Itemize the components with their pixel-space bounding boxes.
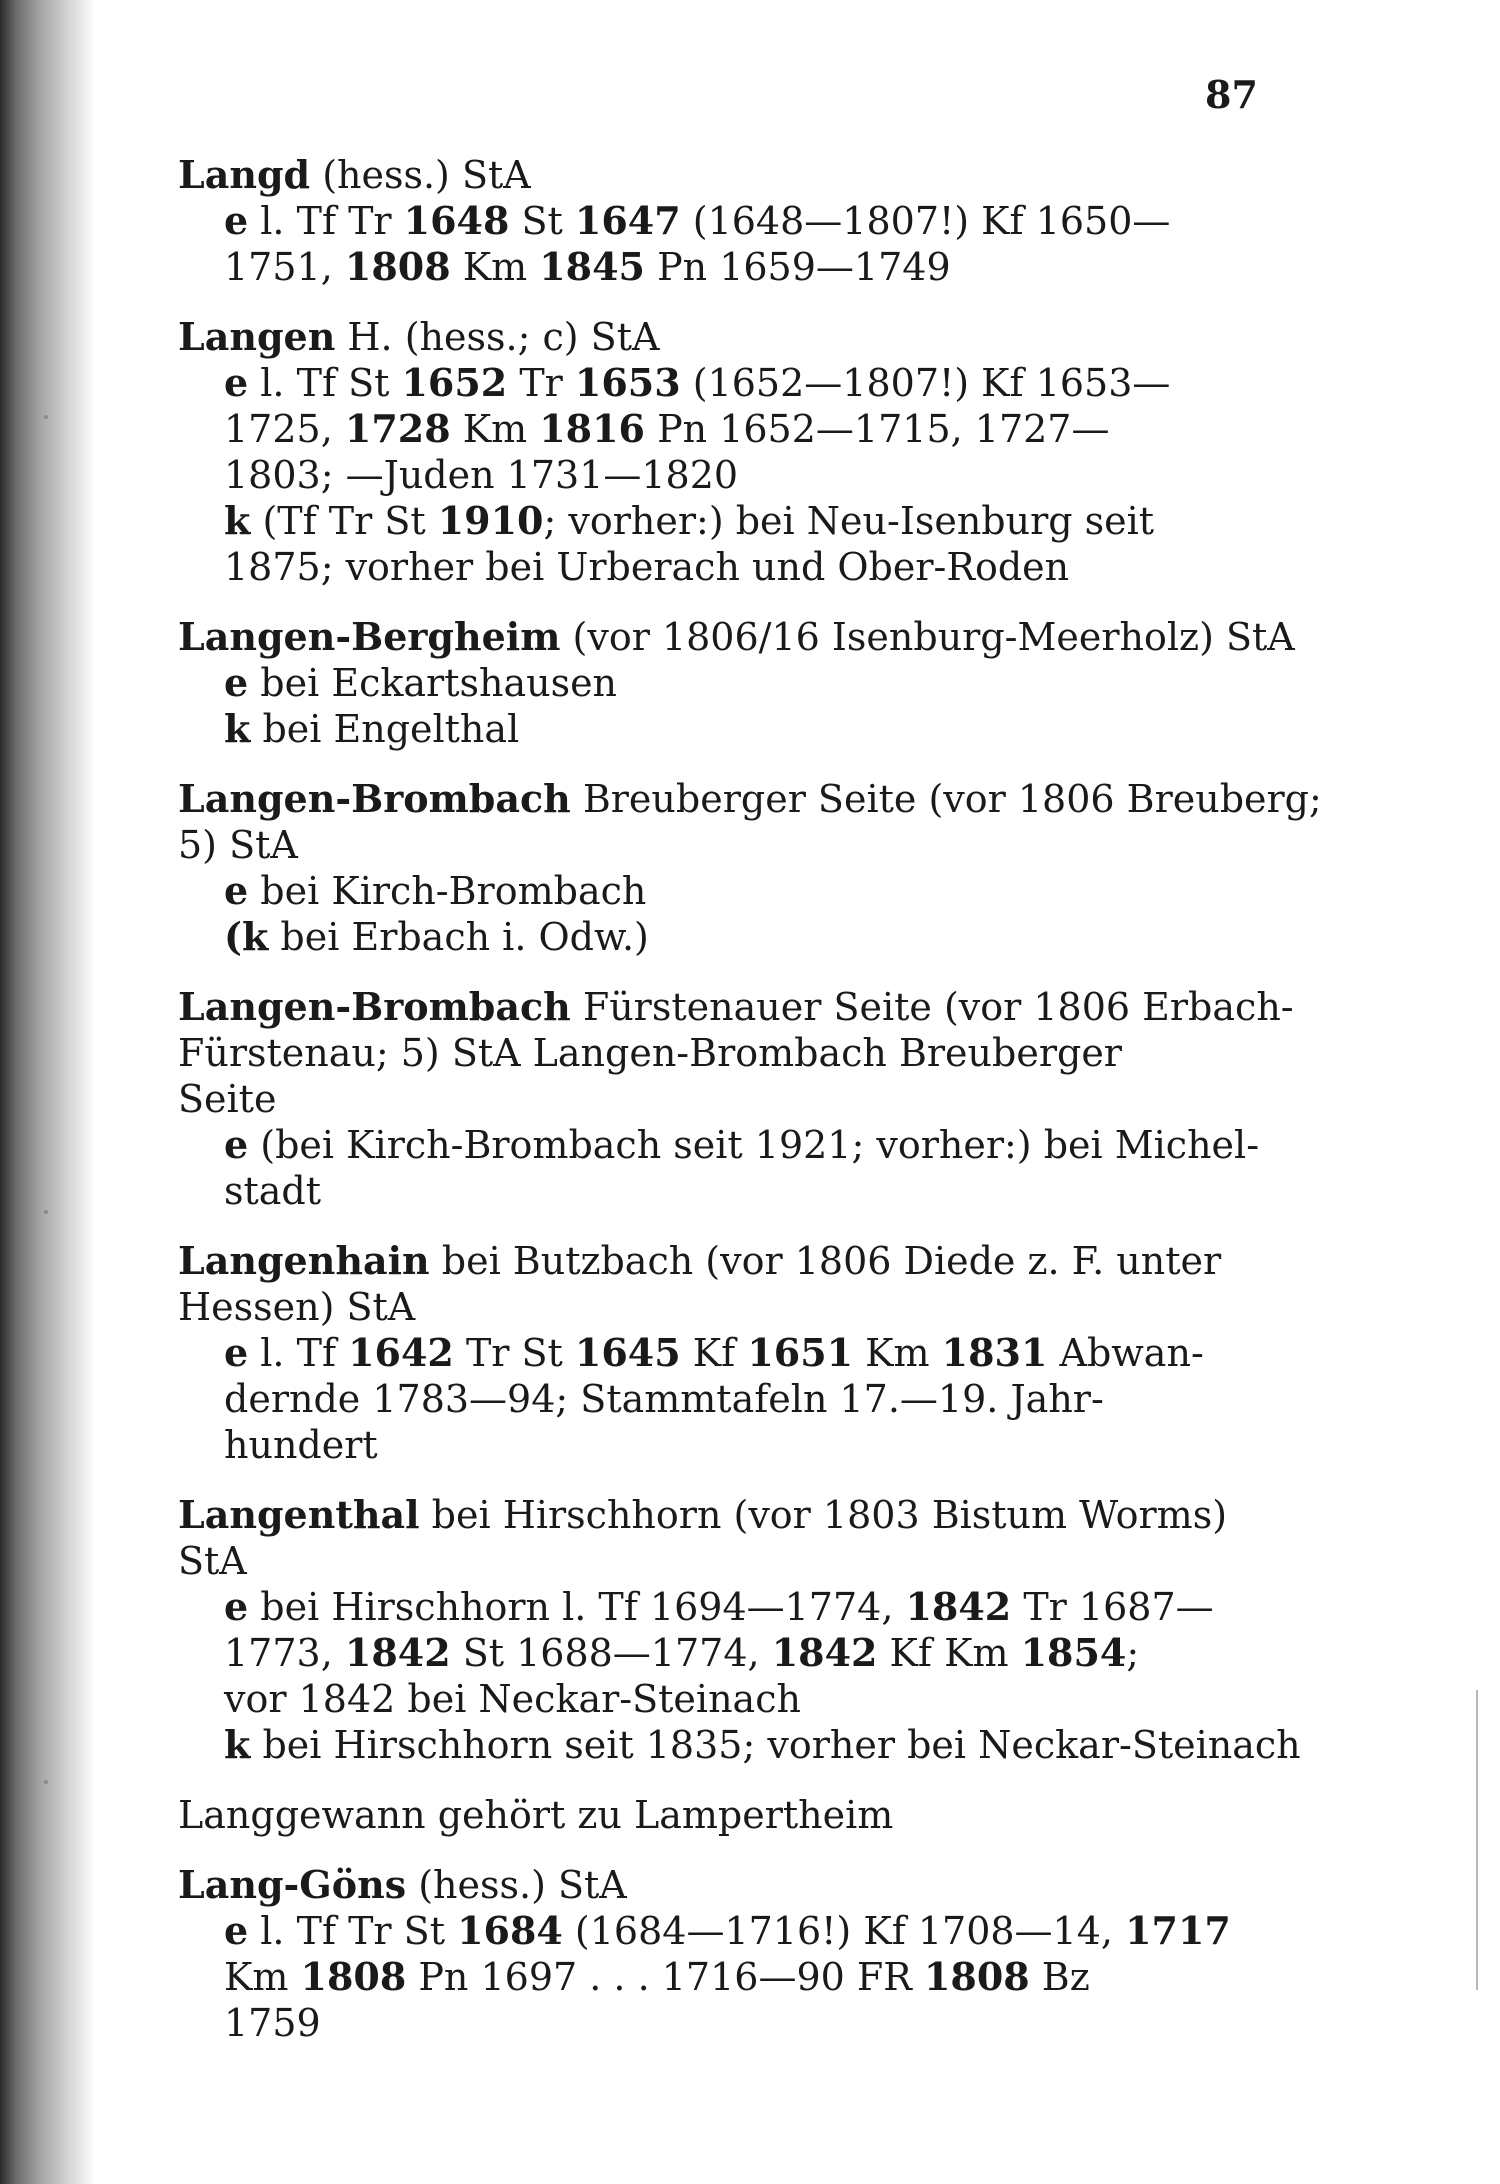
record-line	[178, 1908, 1258, 2046]
entry-headline	[178, 152, 1258, 198]
record-text: Kf Km	[877, 1631, 1021, 1675]
entry-headline-continuation: Fürstenau; 5) StA Langen-Brombach Breuberger	[178, 1031, 1122, 1075]
record-text: stadt	[224, 1169, 322, 1213]
record-text: 1759	[224, 2001, 321, 2045]
record-year-bold: 1808	[923, 1954, 1030, 1999]
record-type-marker: k	[224, 498, 251, 543]
record-type-marker: e	[224, 1584, 249, 1629]
record-text-line	[262, 1723, 1300, 1767]
record-year-bold: 1653	[574, 360, 681, 405]
record-year-bold: 1642	[348, 1330, 454, 1375]
record-type-marker: e	[224, 868, 249, 913]
record-type-marker: e	[224, 1330, 249, 1375]
record-text-line	[260, 1585, 1213, 1629]
record-text: 1803; —Juden 1731—1820	[224, 453, 739, 497]
record-year-bold: 1842	[771, 1630, 878, 1675]
gazetteer-entry	[178, 314, 1258, 590]
record-line	[178, 706, 1258, 752]
record-text: vor 1842 bei Neckar-Steinach	[224, 1677, 801, 1721]
record-year-bold: 1684	[457, 1908, 563, 1953]
record-type-marker: e	[224, 660, 249, 705]
record-line	[178, 914, 1258, 960]
record-text-line	[260, 1909, 1231, 1953]
record-text: Abwan-	[1047, 1331, 1204, 1375]
record-line	[178, 1122, 1258, 1214]
gazetteer-entry	[178, 152, 1258, 290]
record-year-bold: 1845	[539, 244, 645, 289]
record-text: Tr 1687—	[1011, 1585, 1214, 1629]
record-text-line	[224, 452, 1258, 498]
record-text: Tr St	[453, 1331, 575, 1375]
record-text: 1751,	[224, 245, 345, 289]
scan-speck	[44, 1210, 48, 1214]
record-line	[178, 360, 1258, 498]
record-text: 1725,	[224, 407, 345, 451]
record-line	[178, 868, 1258, 914]
entry-jurisdiction: (vor 1806/16 Isenburg-Meerholz) StA	[560, 615, 1295, 659]
entry-place-name: Langen-Brombach	[178, 776, 571, 821]
entry-jurisdiction: H. (hess.; c) StA	[335, 315, 660, 359]
record-text: bei Hirschhorn l. Tf 1694—1774,	[260, 1585, 906, 1629]
entry-place-name: Langenthal	[178, 1492, 420, 1537]
record-text: 1773,	[224, 1631, 345, 1675]
entry-place-name: Langen	[178, 314, 336, 359]
record-text: l. Tf Tr	[260, 199, 404, 243]
entry-headline	[178, 314, 1258, 360]
scan-speck	[44, 1780, 48, 1784]
entry-headline	[178, 1492, 1258, 1584]
record-line	[178, 660, 1258, 706]
record-text-line	[224, 1630, 1258, 1676]
record-year-bold: 1831	[941, 1330, 1048, 1375]
entry-headline	[178, 614, 1295, 660]
record-text: l. Tf St	[260, 361, 402, 405]
record-line	[178, 498, 1258, 590]
record-year-bold: 1910	[437, 498, 544, 543]
record-type-marker: (k	[224, 914, 269, 959]
record-text: bei Engelthal	[262, 707, 520, 751]
record-text: (1684—1716!) Kf 1708—14,	[562, 1909, 1126, 1953]
entry-place-name: Langen-Bergheim	[178, 614, 561, 659]
record-year-bold: 1652	[401, 360, 508, 405]
record-type-marker: k	[224, 1722, 251, 1767]
record-text: Pn 1697 . . . 1716—90 FR	[406, 1955, 924, 1999]
record-year-bold: 1842	[344, 1630, 451, 1675]
entry-place-name: Langenhain	[178, 1238, 430, 1283]
record-text-line	[260, 869, 646, 913]
page-number: 87	[1205, 72, 1258, 117]
record-text: bei Erbach i. Odw.)	[280, 915, 649, 959]
record-year-bold: 1645	[574, 1330, 681, 1375]
gazetteer-entry	[178, 776, 1322, 960]
record-text-line	[224, 2000, 1258, 2046]
entry-headline	[178, 776, 1322, 868]
binding-shadow	[0, 0, 95, 2184]
record-text-line	[224, 244, 1258, 290]
record-text: Tr	[507, 361, 575, 405]
record-type-marker: e	[224, 198, 249, 243]
record-text-line	[262, 499, 1154, 543]
record-type-marker: e	[224, 360, 249, 405]
record-text-line	[224, 544, 1258, 590]
record-text: Pn 1652—1715, 1727—	[645, 407, 1110, 451]
record-line	[178, 1584, 1258, 1722]
record-year-bold: 1808	[344, 244, 451, 289]
scan-speck	[44, 415, 48, 419]
entry-headline-continuation: Seite	[178, 1077, 277, 1121]
record-year-bold: 1651	[747, 1330, 854, 1375]
record-type-marker: e	[224, 1122, 249, 1167]
record-text: hundert	[224, 1423, 378, 1467]
record-year-bold: 1728	[344, 406, 451, 451]
gazetteer-entry	[178, 1238, 1258, 1468]
record-text: Km	[450, 245, 540, 289]
record-year-bold: 1647	[574, 198, 681, 243]
record-year-bold: 1816	[539, 406, 645, 451]
gazetteer-entry	[178, 984, 1294, 1214]
record-text: ;	[1126, 1631, 1140, 1675]
record-text-line	[224, 1422, 1258, 1468]
record-text-line	[260, 199, 1170, 243]
cross-reference-line: Langgewann gehört zu Lampertheim	[178, 1793, 894, 1837]
record-text: Km	[224, 1955, 301, 1999]
record-text-line	[224, 1168, 1258, 1214]
record-text-line	[260, 661, 617, 705]
record-text-line	[260, 1331, 1204, 1375]
gazetteer-entries	[178, 152, 1322, 2070]
record-text: dernde 1783—94; Stammtafeln 17.—19. Jahr-	[224, 1377, 1104, 1421]
entry-headline	[178, 984, 1294, 1122]
record-text: St 1688—1774,	[450, 1631, 772, 1675]
record-text: Pn 1659—1749	[645, 245, 951, 289]
entry-headline-continuation: 5) StA	[178, 823, 298, 867]
record-text: (1652—1807!) Kf 1653—	[680, 361, 1171, 405]
record-text: 1875; vorher bei Urberach und Ober-Roden	[224, 545, 1070, 589]
record-year-bold: 1854	[1020, 1630, 1127, 1675]
entry-place-name: Lang-Göns	[178, 1862, 407, 1907]
record-text: bei Kirch-Brombach	[260, 869, 647, 913]
record-type-marker: e	[224, 1908, 249, 1953]
record-year-bold: 1648	[403, 198, 510, 243]
entry-jurisdiction: bei Hirschhorn (vor 1803 Bistum Worms)	[419, 1493, 1228, 1537]
record-text-line	[224, 1676, 1258, 1722]
record-text: bei Eckartshausen	[260, 661, 618, 705]
record-text-line	[280, 915, 648, 959]
record-year-bold: 1717	[1125, 1908, 1231, 1953]
record-line	[178, 198, 1258, 290]
entry-place-name: Langd	[178, 152, 311, 197]
record-text: Kf	[680, 1331, 748, 1375]
entry-jurisdiction: bei Butzbach (vor 1806 Diede z. F. unter	[429, 1239, 1222, 1283]
record-year-bold: 1842	[905, 1584, 1012, 1629]
record-text: (1648—1807!) Kf 1650—	[680, 199, 1171, 243]
gazetteer-entry	[178, 1492, 1301, 1768]
record-text: bei Hirschhorn seit 1835; vorher bei Neckar-Steinach	[262, 1723, 1301, 1767]
record-text-line	[260, 361, 1170, 405]
record-line	[178, 1722, 1301, 1768]
record-text-line	[224, 1376, 1258, 1422]
entry-jurisdiction: (hess.) StA	[310, 153, 531, 197]
page-edge-line	[1476, 1690, 1478, 1990]
record-text: l. Tf	[260, 1331, 349, 1375]
record-text: ; vorher:) bei Neu-Isenburg seit	[543, 499, 1155, 543]
record-line	[178, 1330, 1258, 1468]
record-text-line	[224, 406, 1258, 452]
record-type-marker: k	[224, 706, 251, 751]
record-text: Bz	[1029, 1955, 1090, 1999]
record-text: St	[509, 199, 575, 243]
entry-headline-continuation: Hessen) StA	[178, 1285, 416, 1329]
entry-headline-continuation: StA	[178, 1539, 247, 1583]
record-text: Km	[450, 407, 540, 451]
entry-headline	[178, 1238, 1258, 1330]
record-text-line	[262, 707, 519, 751]
entry-headline	[178, 1862, 1258, 1908]
entry-jurisdiction: (hess.) StA	[406, 1863, 627, 1907]
record-text: (bei Kirch-Brombach seit 1921; vorher:) bei Michel-	[260, 1123, 1260, 1167]
record-text-line	[224, 1954, 1258, 2000]
entry-jurisdiction: Fürstenauer Seite (vor 1806 Erbach-	[570, 985, 1294, 1029]
record-year-bold: 1808	[300, 1954, 407, 1999]
gazetteer-entry	[178, 1862, 1258, 2046]
record-text: Km	[853, 1331, 942, 1375]
record-text: (Tf Tr St	[262, 499, 438, 543]
record-text-line	[260, 1123, 1259, 1167]
entry-jurisdiction: Breuberger Seite (vor 1806 Breuberg;	[570, 777, 1322, 821]
entry-place-name: Langen-Brombach	[178, 984, 571, 1029]
record-text: l. Tf Tr St	[260, 1909, 458, 1953]
gazetteer-entry	[178, 614, 1295, 752]
